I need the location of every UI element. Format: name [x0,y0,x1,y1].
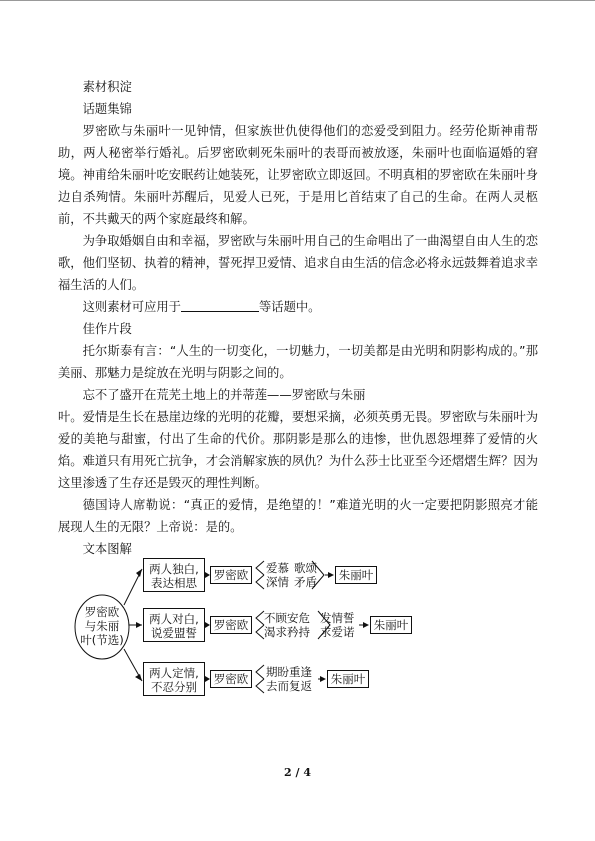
essay-paragraph-2a: 忘不了盛开在荒芜土地上的并蒂莲——罗密欧与朱丽 [82,388,366,402]
scene-3-box [143,662,205,696]
scene-2-left [264,611,310,639]
diagram-center [78,605,126,647]
section-title: 素材积淀 [82,80,132,94]
scene-3-line-2: 不忍分别 [151,680,197,694]
scene-2-line-2: 说爱盟誓 [151,626,197,640]
scene-1-line-1: 两人独白, [149,562,199,576]
scene-3-left [266,665,312,693]
essay-paragraph-2b: 叶。爱情是生长在悬崖边缘的光明的花瓣，要想采摘，必须英勇无畏。罗密欧与朱丽叶为爱的美艳与甜蜜，付出了生命的代价。那阴影是那么的违惨，世仇恩怨埋葬了爱情的火焰。难道只有用死亡抗争，才会消解家族的夙仇？为什么莎士比亚至今还熠熠生辉？因为这里渗透了生存还是毁灭的理性判断。 [58,410,538,490]
scene-2-left-2: 渴求矜持 [264,625,310,639]
page-top-rule [0,0,595,1]
scene-3-juliet: 朱丽叶 [327,670,369,688]
scene-1-right-1: 歌颂 [294,561,317,575]
essay-heading: 佳作片段 [82,322,132,336]
page-number: 2 / 4 [284,766,311,779]
scene-1-romeo: 罗密欧 [210,566,252,584]
scene-3-line-1: 两人定情, [149,666,199,680]
scene-2-right [320,611,355,639]
apply-line [58,296,538,318]
apply-before: 这则素材可应用于 [82,300,181,314]
scene-2-right-2: 求爱诺 [320,625,355,639]
scene-2-romeo: 罗密欧 [210,616,252,634]
diagram-heading: 文本图解 [82,542,132,556]
center-line-3: 叶(节选) [80,633,124,647]
apply-after: 等话题中。 [258,300,321,314]
answer-blank[interactable] [181,299,259,312]
scene-2-juliet: 朱丽叶 [370,616,412,634]
center-line-2: 与朱丽 [84,619,120,633]
scene-1-box [143,558,205,592]
scene-1-juliet: 朱丽叶 [335,566,377,584]
scene-1-right [294,561,317,589]
text-diagram [74,555,434,705]
center-line-1: 罗密欧 [84,605,120,619]
essay-paragraph-1: 托尔斯泰有言：“人生的一切变化，一切魅力，一切美都是由光明和阴影构成的。”那美丽、那魅力是绽放在光明与阴影之间的。 [58,344,538,380]
scene-2-left-1: 不顾安危 [264,611,310,625]
scene-1-left-2: 深情 [266,575,289,589]
scene-1-left-1: 爱慕 [266,561,289,575]
scene-1-left [266,561,289,589]
topic-heading: 话题集锦 [82,102,132,116]
scene-1-right-2: 矛盾 [294,575,317,589]
scene-2-right-1: 发情誓 [320,611,355,625]
scene-1-line-2: 表达相思 [151,576,197,590]
topic-paragraph-1: 罗密欧与朱丽叶一见钟情，但家族世仇使得他们的恋爱受到阻力。经劳伦斯神甫帮助，两人秘密举行婚礼。后罗密欧刺死朱丽叶的表哥而被放逐，朱丽叶也面临逼婚的窘境。神甫给朱丽叶吃安眠药让她装死，让罗密欧立即返回。不明真相的罗密欧在朱丽叶身边自杀殉情。朱丽叶苏醒后，见爱人已死，于是用匕首结束了自己的生命。在两人灵柩前，不共戴天的两个家庭最终和解。 [58,124,538,226]
essay-paragraph-3: 德国诗人席勒说：“真正的爱情，是绝望的！”难道光明的火一定要把阴影照亮才能展现人生的无限？上帝说：是的。 [58,498,538,534]
scene-3-left-2: 去而复返 [266,679,312,693]
scene-3-left-1: 期盼重逢 [266,665,312,679]
document-body [58,76,538,560]
scene-2-box [143,608,205,642]
scene-2-line-1: 两人对白, [149,612,199,626]
scene-3-romeo: 罗密欧 [210,670,252,688]
topic-paragraph-2: 为争取婚姻自由和幸福，罗密欧与朱丽叶用自己的生命唱出了一曲渴望自由人生的恋歌，他们坚韧、执着的精神，誓死捍卫爱情、追求自由生活的信念必将永远鼓舞着追求幸福生活的人们。 [58,234,538,292]
